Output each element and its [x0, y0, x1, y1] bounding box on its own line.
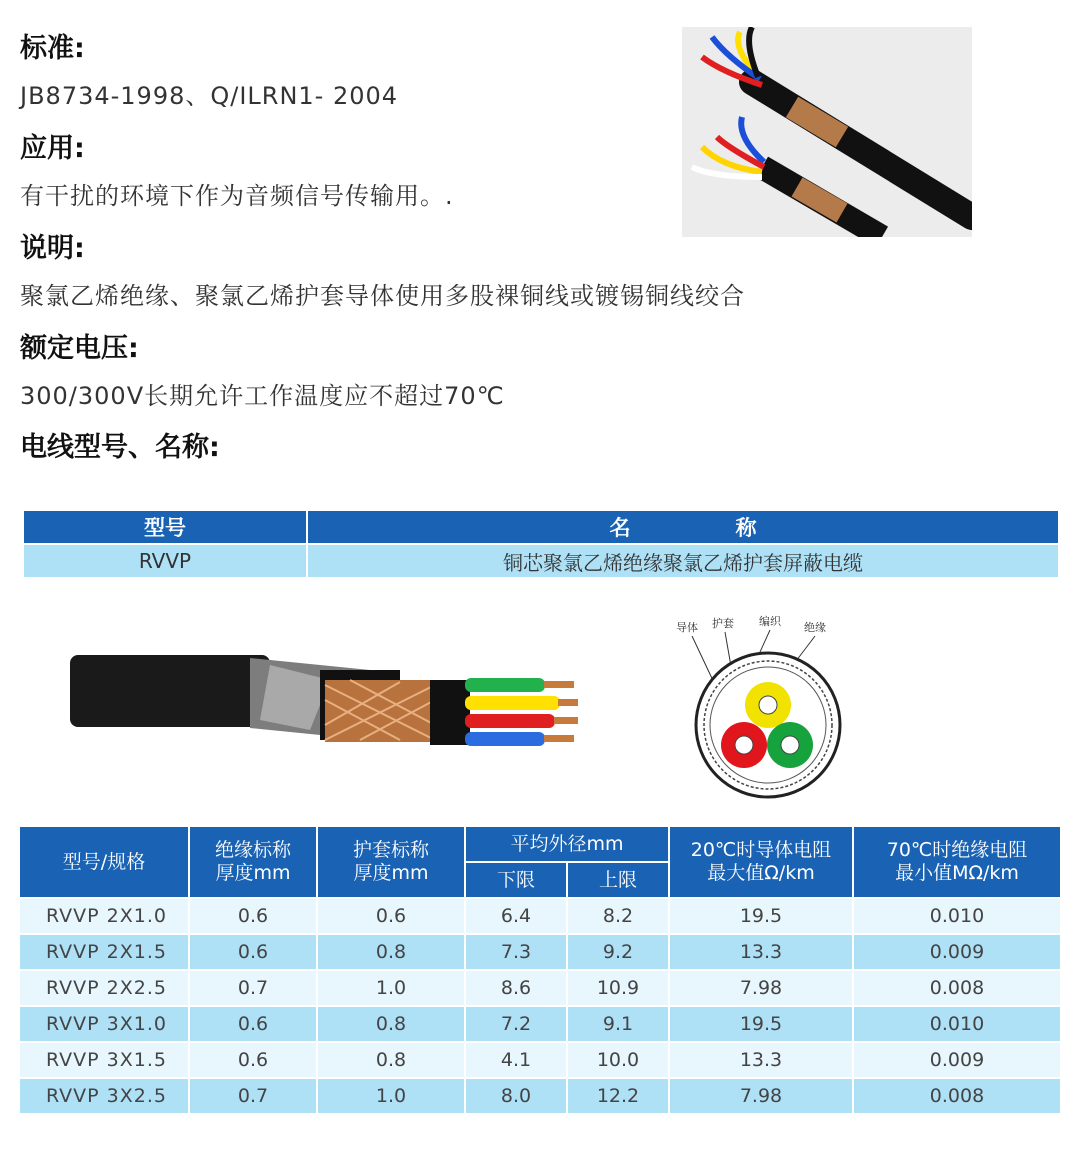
table-cell: RVVP 3X2.5: [20, 1079, 188, 1113]
table-cell: 0.009: [854, 935, 1060, 969]
table-cell: 13.3: [670, 935, 852, 969]
table-cell: 7.2: [466, 1007, 566, 1041]
table-cell: 8.6: [466, 971, 566, 1005]
table-cell: 0.7: [190, 1079, 316, 1113]
label-insulation: 绝缘: [804, 621, 826, 634]
table-cell: 0.6: [190, 935, 316, 969]
table-row: [20, 1043, 1060, 1077]
table-cell: 0.6: [190, 1043, 316, 1077]
table-cell: 0.8: [318, 1007, 464, 1041]
table-cell: RVVP 2X1.5: [20, 935, 188, 969]
table-cell: 13.3: [670, 1043, 852, 1077]
table-cell: 0.010: [854, 899, 1060, 933]
table-cell: 12.2: [568, 1079, 668, 1113]
header-model-spec: 型号/规格: [20, 827, 188, 897]
table-cell: 0.008: [854, 971, 1060, 1005]
table-cell: 8.0: [466, 1079, 566, 1113]
header-diameter: 平均外径mm: [466, 827, 668, 861]
voltage-value: 300/300V长期允许工作温度应不超过70℃: [20, 382, 505, 410]
application-label: 应用:: [20, 133, 85, 164]
label-braid: 编织: [759, 615, 781, 628]
table-cell: 6.4: [466, 899, 566, 933]
table-row: [20, 1007, 1060, 1041]
description-label: 说明:: [20, 233, 85, 264]
table-cell: 0.010: [854, 1007, 1060, 1041]
table-cell: 8.2: [568, 899, 668, 933]
table-cell: 0.8: [318, 935, 464, 969]
table-cell: 0.6: [190, 1007, 316, 1041]
name-cell: 铜芯聚氯乙烯绝缘聚氯乙烯护套屏蔽电缆: [308, 545, 1058, 577]
model-label: 电线型号、名称:: [20, 432, 220, 463]
header-lower: 下限: [466, 863, 566, 897]
table-cell: 1.0: [318, 971, 464, 1005]
cable-photo-top: [682, 27, 972, 237]
table-cell: RVVP 2X1.0: [20, 899, 188, 933]
table-cell: 7.98: [670, 1079, 852, 1113]
model-name-table: [22, 509, 1060, 579]
table-cell: 0.009: [854, 1043, 1060, 1077]
table-cell: 7.98: [670, 971, 852, 1005]
table-row: [20, 1079, 1060, 1113]
voltage-label: 额定电压:: [20, 333, 139, 364]
label-conductor: 导体: [676, 621, 698, 634]
label-sheath: 护套: [712, 617, 734, 630]
table-cell: 19.5: [670, 899, 852, 933]
cross-section-diagram: [670, 612, 860, 802]
table-row: [20, 935, 1060, 969]
header-upper: 上限: [568, 863, 668, 897]
model-cell: RVVP: [24, 545, 306, 577]
table-cell: RVVP 3X1.5: [20, 1043, 188, 1077]
table-cell: 10.0: [568, 1043, 668, 1077]
table-cell: 1.0: [318, 1079, 464, 1113]
header-insulation: 绝缘标称 厚度mm: [190, 827, 316, 897]
standard-label: 标准:: [20, 33, 85, 64]
table-cell: 0.7: [190, 971, 316, 1005]
spec-table: [18, 825, 1062, 1115]
table-cell: RVVP 2X2.5: [20, 971, 188, 1005]
table-row: [20, 899, 1060, 933]
table-cell: 0.008: [854, 1079, 1060, 1113]
application-value: 有干扰的环境下作为音频信号传输用。.: [20, 182, 454, 210]
table-cell: 0.6: [190, 899, 316, 933]
description-value: 聚氯乙烯绝缘、聚氯乙烯护套导体使用多股裸铜线或镀锡铜线绞合: [20, 282, 745, 310]
table-cell: 0.8: [318, 1043, 464, 1077]
table-cell: RVVP 3X1.0: [20, 1007, 188, 1041]
header-name: 名 称: [308, 511, 1058, 543]
table-row: [20, 971, 1060, 1005]
table-cell: 19.5: [670, 1007, 852, 1041]
header-resistance: 20℃时导体电阻 最大值Ω/km: [670, 827, 852, 897]
header-model: 型号: [24, 511, 306, 543]
table-cell: 10.9: [568, 971, 668, 1005]
table-cell: 0.6: [318, 899, 464, 933]
cable-photo-cutaway: [70, 640, 580, 765]
table-cell: 7.3: [466, 935, 566, 969]
header-sheath: 护套标称 厚度mm: [318, 827, 464, 897]
header-insulation-resistance: 70℃时绝缘电阻 最小值MΩ/km: [854, 827, 1060, 897]
table-cell: 9.1: [568, 1007, 668, 1041]
table-cell: 4.1: [466, 1043, 566, 1077]
table-cell: 9.2: [568, 935, 668, 969]
standard-value: JB8734-1998、Q/ILRN1- 2004: [20, 82, 399, 110]
